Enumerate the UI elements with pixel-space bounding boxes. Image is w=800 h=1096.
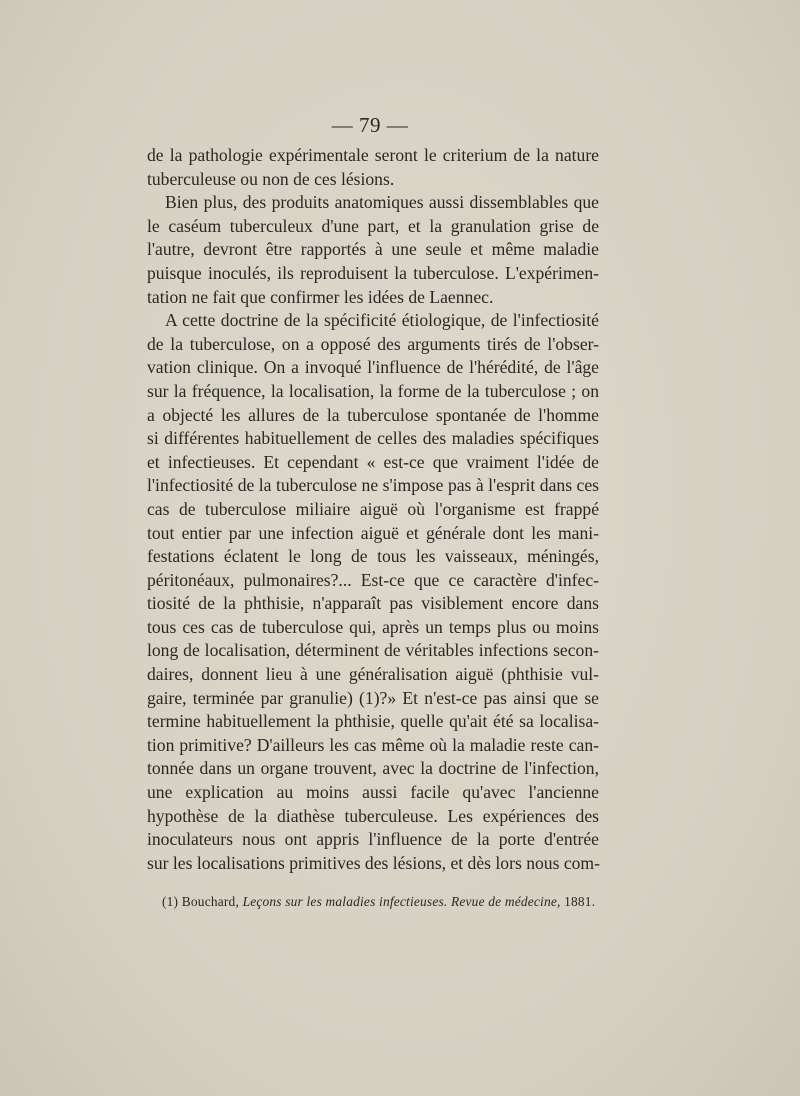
footnote-journal: Revue de médecine, bbox=[451, 894, 561, 909]
page-number: — 79 — bbox=[331, 113, 409, 137]
text-line: daires, donnent lieu à une généralisation aiguë (phthisie vul- bbox=[147, 664, 599, 685]
text-line: inoculateurs nous ont appris l'influence de la porte d'entrée bbox=[147, 829, 599, 850]
text-line: vation clinique. On a invoqué l'influence de l'hérédité, de l'âge bbox=[147, 357, 599, 378]
text-line: tout entier par une infection aiguë et générale dont les mani- bbox=[147, 522, 599, 543]
text-line: tonnée dans un organe trouvent, avec la doctrine de l'infection, bbox=[147, 758, 599, 779]
footnote-year: 1881. bbox=[564, 894, 596, 909]
text-line: tation ne fait que confirmer les idées de Laennec. bbox=[147, 286, 494, 307]
text-line: le caséum tuberculeux d'une part, et la granulation grise de bbox=[147, 215, 599, 236]
text-line: hypothèse de la diathèse tuberculeuse. Les expériences des bbox=[147, 805, 599, 826]
text-line: gaire, terminée par granulie) (1)?» Et n'est-ce pas ainsi que se bbox=[147, 687, 599, 708]
text-line: festations éclatent le long de tous les vaisseaux, méningés, bbox=[147, 546, 599, 567]
text-line: long de localisation, déterminent de véritables infections secon- bbox=[147, 640, 599, 661]
text-line: de la tuberculose, on a opposé des arguments tirés de l'obser- bbox=[147, 333, 599, 354]
text-line: une explication au moins aussi facile qu'avec l'ancienne bbox=[147, 782, 599, 803]
text-line: A cette doctrine de la spécificité étiologique, de l'infectiosité bbox=[165, 310, 599, 331]
text-line: l'autre, devront être rapportés à une seule et même maladie bbox=[147, 239, 599, 260]
footnote bbox=[162, 894, 602, 910]
body-text bbox=[147, 144, 599, 875]
text-line: cas de tuberculose miliaire aiguë où l'organisme est frappé bbox=[147, 498, 599, 519]
text-line: tiosité de la phthisie, n'apparaît pas visiblement encore dans bbox=[147, 593, 599, 614]
text-line: sur la fréquence, la localisation, la forme de la tuberculose ; on bbox=[147, 380, 599, 401]
text-line: si différentes habituellement de celles des maladies spécifiques bbox=[147, 428, 599, 449]
text-line: termine habituellement la phthisie, quelle qu'ait été sa localisa- bbox=[147, 711, 599, 732]
text-line: sur les localisations primitives des lésions, et dès lors nous com- bbox=[147, 852, 600, 873]
text-line: et infectieuses. Et cependant « est-ce que vraiment l'idée de bbox=[147, 451, 599, 472]
footnote-title: Leçons sur les maladies infectieuses. bbox=[242, 894, 448, 909]
text-line: tion primitive? D'ailleurs les cas même où la maladie reste can- bbox=[147, 734, 599, 755]
text-line: puisque inoculés, ils reproduisent la tuberculose. L'expérimen- bbox=[147, 262, 599, 283]
text-line: l'infectiosité de la tuberculose ne s'impose pas à l'esprit dans ces bbox=[147, 475, 599, 496]
text-line: tuberculeuse ou non de ces lésions. bbox=[147, 168, 395, 189]
text-line: Bien plus, des produits anatomiques aussi dissemblables que bbox=[165, 192, 599, 213]
footnote-marker: (1) bbox=[162, 894, 179, 909]
footnote-author: Bouchard, bbox=[181, 894, 239, 909]
text-line: a objecté les allures de la tuberculose spontanée de l'homme bbox=[147, 404, 599, 425]
text-line: péritonéaux, pulmonaires?... Est-ce que ce caractère d'infec- bbox=[147, 569, 599, 590]
text-line: de la pathologie expérimentale seront le criterium de la nature bbox=[147, 145, 599, 165]
text-line: tous ces cas de tuberculose qui, après un temps plus ou moins bbox=[147, 616, 599, 637]
